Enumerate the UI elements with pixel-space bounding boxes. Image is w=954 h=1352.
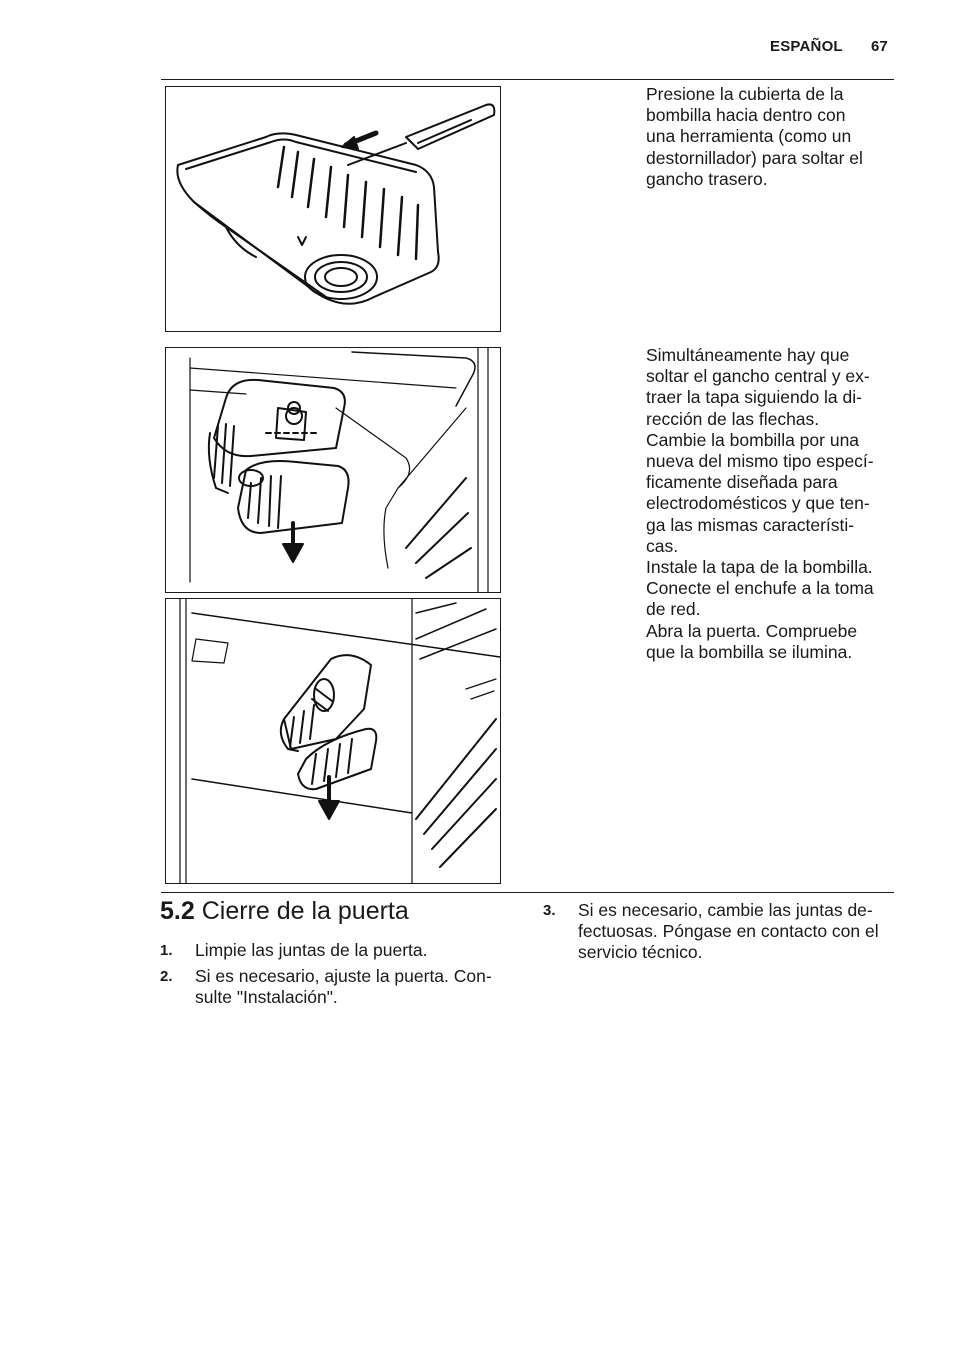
instruction-line: ficamente diseñada para [646, 472, 838, 493]
instruction-line: destornillador) para soltar el [646, 147, 863, 168]
step-number: 1. [160, 942, 173, 959]
instruction-line: Simultáneamente hay que [646, 345, 850, 365]
header-language: ESPAÑOL [770, 38, 843, 55]
step-number: 3. [543, 902, 556, 919]
section-divider [161, 892, 894, 893]
page-number: 67 [871, 38, 888, 55]
instruction-block-2 [646, 345, 896, 663]
instruction-line: Cambie la bombilla por una [646, 429, 860, 450]
section-heading [160, 896, 409, 926]
instruction-line: soltar el gancho central y ex- [646, 366, 870, 387]
step-text: servicio técnico. [578, 942, 703, 963]
instruction-line: rección de las flechas. [646, 408, 820, 429]
instruction-line: gancho trasero. [646, 168, 768, 189]
instruction-line: nueva del mismo tipo especí- [646, 451, 874, 472]
section-title: Cierre de la puerta [201, 897, 409, 925]
instruction-block-1 [646, 84, 896, 190]
instruction-line: cas. [646, 535, 679, 556]
step-text: Si es necesario, cambie las juntas de- [578, 900, 873, 920]
instruction-line: traer la tapa siguiendo la di- [646, 387, 862, 408]
instruction-line: electrodomésticos y que ten- [646, 493, 870, 514]
step-2 [160, 966, 520, 1010]
step-text: fectuosas. Póngase en contacto con el [578, 921, 879, 942]
lamp-cover-screwdriver-illustration [165, 86, 501, 332]
step-text: Si es necesario, ajuste la puerta. Con- [195, 966, 492, 986]
step-number: 2. [160, 968, 173, 985]
step-1 [160, 940, 520, 962]
step-text: Limpie las juntas de la puerta. [195, 940, 428, 960]
instruction-line: una herramienta (como un [646, 126, 852, 147]
instruction-line: bombilla hacia dentro con [646, 105, 846, 126]
instruction-line: Abra la puerta. Compruebe [646, 620, 858, 641]
step-text: sulte "Instalación". [195, 987, 338, 1008]
instruction-line: que la bombilla se ilumina. [646, 641, 853, 662]
step-3 [543, 900, 903, 966]
lamp-cover-removal-detail-illustration [165, 598, 501, 884]
header-divider [161, 79, 894, 80]
instruction-line: Instale la tapa de la bombilla. [646, 557, 873, 578]
section-number: 5.2 [160, 897, 195, 925]
instruction-line: Conecte el enchufe a la toma [646, 578, 874, 599]
instruction-line: ga las mismas característi- [646, 514, 855, 535]
lamp-cover-removal-illustration [165, 347, 501, 593]
instruction-line: Presione la cubierta de la [646, 84, 844, 104]
instruction-line: de red. [646, 599, 701, 620]
